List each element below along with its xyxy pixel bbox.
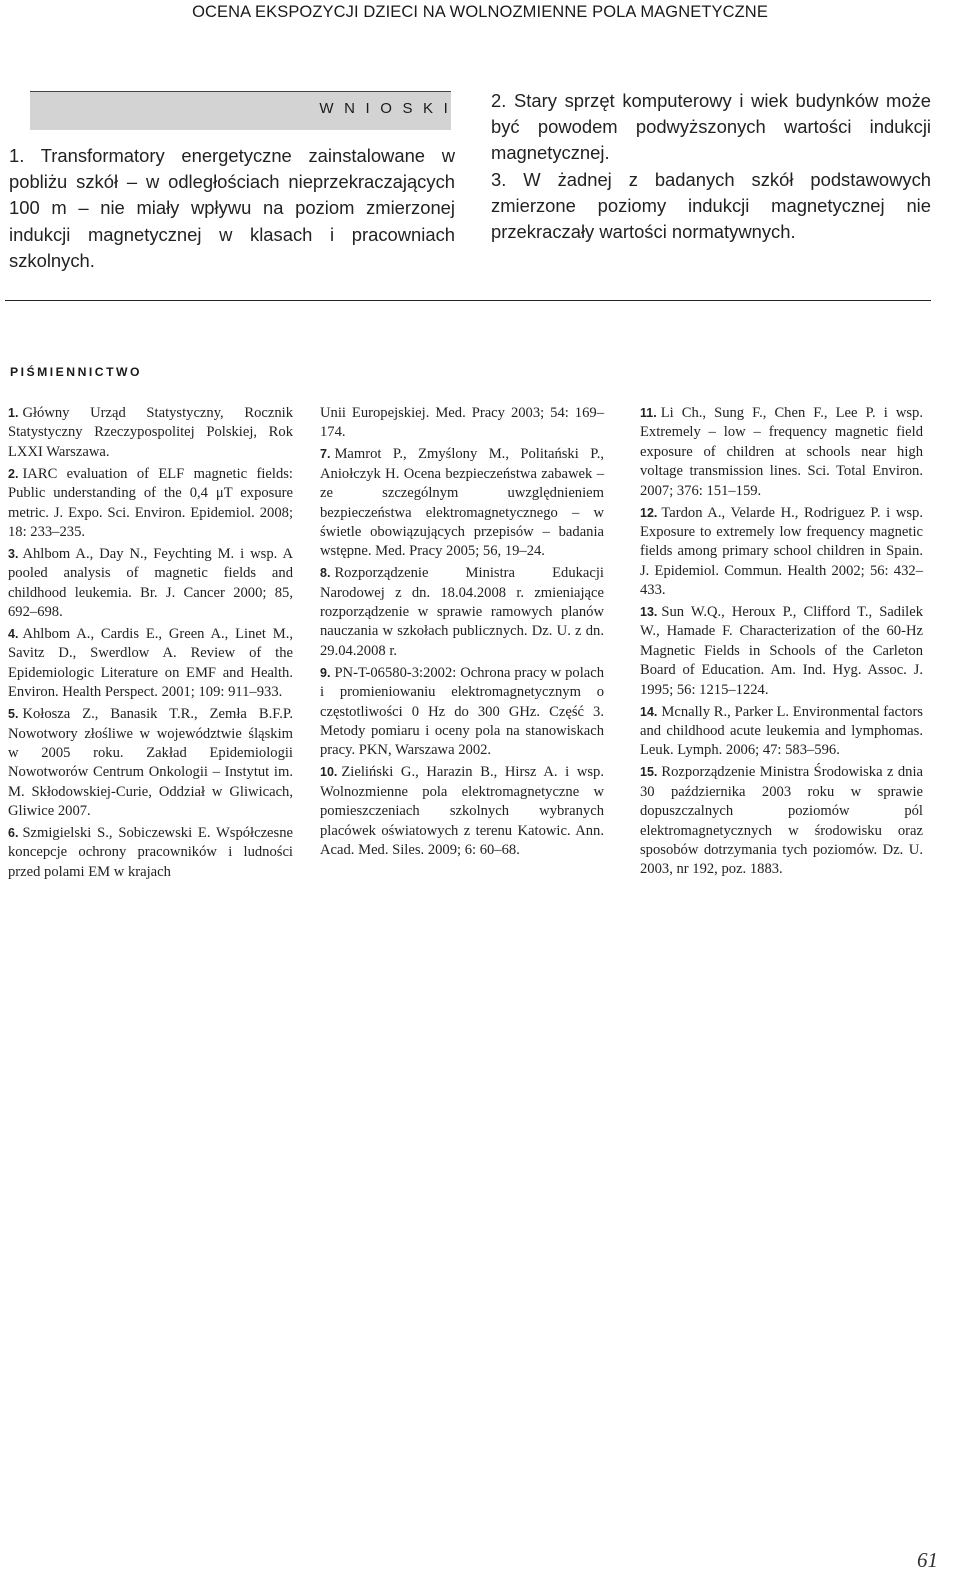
references-column-2 [320,404,604,863]
conclusion-item: 2. Stary sprzęt komputerowy i wiek budynków może być powodem podwyższonych wartości indukcji magnetycznej. [491,90,931,164]
conclusions-column-left [9,143,455,274]
reference-entry [8,625,293,703]
reference-number: 8. [320,566,331,581]
reference-number: 2. [8,466,19,481]
reference-entry [320,664,604,761]
reference-text: Kołosza Z., Banasik T.R., Zemła B.F.P. Nowotwory złośliwe w województwie śląskim w 2005 roku. Zakład Epidemiologii Nowotworów Centrum Onkologii – Instytut im. M. Skłodowskiej-Curie, Oddział w Gliwicach, Gliwice 2007. [8,706,293,820]
reference-entry [640,404,923,501]
reference-number: 7. [320,447,331,462]
reference-entry [640,603,923,700]
reference-entry [320,564,604,661]
reference-text: Rozporządzenie Ministra Edukacji Narodowej z dn. 18.04.2008 r. zmieniające rozporządzenie w sprawie ramowych planów nauczania w szkołach publicznych. Dz. U. z dn. 29.04.2008 r. [320,565,604,659]
reference-text: Zieliński G., Harazin B., Hirsz A. i wsp. Wolnozmienne pola elektromagnetyczne w pomieszczeniach szkolnych wybranych placówek oświatowych z terenu Katowic. Ann. Acad. Med. Siles. 2009; 6: 60–68. [320,764,604,858]
reference-entry [640,703,923,761]
reference-text: Li Ch., Sung F., Chen F., Lee P. i wsp. Extremely – low – frequency magnetic field exposure of children at schools near high voltage transmission lines. Sci. Total Environ. 2007; 376: 151–159. [640,405,923,499]
references-column-3 [640,404,923,882]
references-column-1 [8,404,293,885]
page-number: 61 [917,1548,938,1572]
reference-number: 3. [8,546,19,561]
reference-number: 11. [640,406,657,420]
reference-text: Ahlbom A., Cardis E., Green A., Linet M., Savitz D., Swerdlow A. Review of the Epidemiologic Literature on EMF and Health. Environ. Health Perspect. 2001; 109: 911–933. [8,625,293,701]
reference-entry [320,445,604,561]
reference-number: 1. [8,406,19,420]
reference-entry [8,705,293,821]
reference-number: 15. [640,765,658,780]
reference-text: Główny Urząd Statystyczny, Rocznik Statystyczny Rzeczypospolitej Polskiej, Rok LXXI Warszawa. [8,405,293,460]
reference-text: Unii Europejskiej. Med. Pracy 2003; 54: 169–174. [320,405,604,441]
reference-entry [8,824,293,882]
reference-entry [320,404,604,443]
reference-text: Sun W.Q., Heroux P., Clifford T., Sadilek W., Hamade F. Characterization of the 60-Hz Magnetic Fields in Schools of the Carleton Board of Education. Am. Ind. Hyg. Assoc. J. 1995; 56: 1215–1224. [640,604,923,698]
references-heading: PIŚMIENNICTWO [10,365,143,379]
reference-entry [8,465,293,543]
reference-number: 14. [640,704,658,719]
reference-number: 4. [8,626,19,641]
conclusion-item: 3. W żadnej z badanych szkół podstawowych zmierzone poziomy indukcji magnetycznej nie przekraczały wartości normatywnych. [491,168,931,243]
reference-number: 12. [640,505,658,520]
reference-number: 6. [8,826,19,841]
conclusions-column-right [491,88,931,245]
reference-entry [640,504,923,601]
reference-text: Mcnally R., Parker L. Environmental factors and childhood acute leukemia and lymphomas. Leuk. Lymph. 2006; 47: 583–596. [640,703,923,759]
reference-entry [320,763,604,860]
reference-number: 5. [8,707,19,722]
reference-text: Mamrot P., Zmyślony M., Politański P., Aniołczyk H. Ocena bezpieczeństwa zabawek – ze szczególnym uwzględnieniem bezpieczeństwa elektromagnetycznego – w świetle obowiązujących przepisów – badania wstępne. Med. Pracy 2005; 56, 19–24. [320,446,604,560]
reference-number: 9. [320,665,331,680]
reference-text: PN-T-06580-3:2002: Ochrona pracy w polach i promieniowaniu elektromagnetycznym o częstotliwości 0 Hz do 300 GHz. Część 3. Metody pomiaru i oceny pola na stanowiskach pracy. PKN, Warszawa 2002. [320,664,604,759]
conclusion-item: 1. Transformatory energetyczne zainstalowane w pobliżu szkół – w odległościach nieprzekraczających 100 m – nie miały wpływu na poziom zmierzonej indukcji magnetycznej w klasach i pracowniach szkolnych. [9,145,455,271]
reference-entry [640,763,923,879]
conclusions-heading: W N I O S K I [319,100,451,117]
reference-number: 10. [320,765,338,780]
reference-entry [8,545,293,623]
reference-number: 13. [640,605,658,620]
reference-text: Szmigielski S., Sobiczewski E. Współczesne koncepcje ochrony pracowników i ludności przed polami EM w krajach [8,825,293,880]
reference-entry [8,404,293,462]
running-header: OCENA EKSPOZYCJI DZIECI NA WOLNOZMIENNE POLA MAGNETYCZNE [192,3,768,21]
reference-text: Ahlbom A., Day N., Feychting M. i wsp. A pooled analysis of magnetic fields and childhood leukemia. Br. J. Cancer 2000; 85, 692–698. [8,545,293,621]
reference-text: Tardon A., Velarde H., Rodriguez P. i wsp. Exposure to extremely low frequency magnetic fields among primary school children in Spain. J. Epidemiol. Commun. Health 2002; 56: 432–433. [640,504,923,599]
section-divider [5,300,931,301]
reference-text: IARC evaluation of ELF magnetic fields: Public understanding of the 0,4 μT exposure metric. J. Expo. Sci. Environ. Epidemiol. 2008; 18: 233–235. [8,465,293,540]
reference-text: Rozporządzenie Ministra Środowiska z dnia 30 października 2003 roku w sprawie dopuszczalnych poziomów pól elektromagnetycznych w środowisku oraz sposobów dotrzymania tych poziomów. Dz. U. 2003, nr 192, poz. 1883. [640,764,923,878]
